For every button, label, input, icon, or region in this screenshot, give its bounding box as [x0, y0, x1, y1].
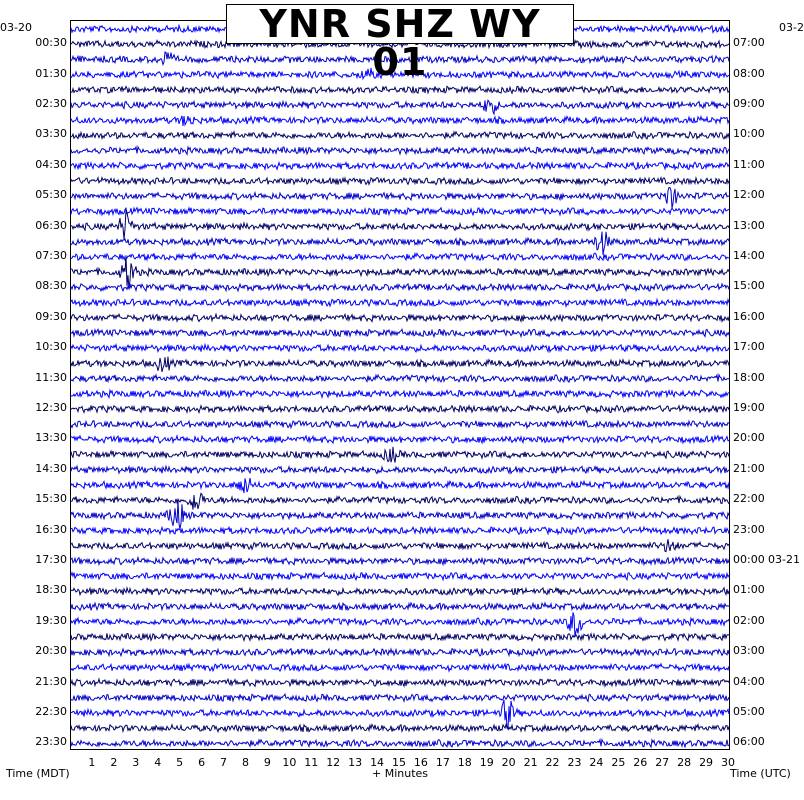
x-tick-label: 14 [370, 756, 385, 769]
x-tick-label: 11 [304, 756, 319, 769]
left-time-label: 19:30 [35, 613, 67, 627]
right-time-label: 19:00 [733, 401, 765, 414]
right-time-label: 00:00 [733, 553, 765, 566]
trace-line [71, 633, 729, 640]
left-time-label: 06:30 [35, 218, 67, 232]
trace-line [71, 357, 729, 372]
left-time-label: 12:30 [35, 401, 67, 414]
right-time-label: 11:00 [733, 157, 765, 171]
seismogram-traces [71, 21, 729, 749]
trace-line [71, 86, 729, 93]
x-tick-label: 20 [501, 756, 516, 769]
x-tick-label: 1 [88, 756, 96, 769]
x-tick-label: 28 [677, 756, 692, 769]
trace-line [71, 679, 729, 686]
x-tick-label: 3 [132, 756, 140, 769]
left-time-label: 10:30 [35, 340, 67, 354]
trace-line [71, 284, 729, 291]
left-time-label: 17:30 [35, 553, 67, 566]
trace-line [71, 421, 729, 428]
trace-line [71, 664, 729, 671]
x-tick-label: 5 [176, 756, 184, 769]
right-time-label: 09:00 [733, 97, 765, 110]
trace-line [71, 253, 729, 260]
trace-line [71, 725, 729, 732]
left-time-label: 11:30 [35, 370, 67, 384]
right-time-label: 21:00 [733, 461, 765, 475]
left-axis-label: Time (MDT) [6, 767, 70, 780]
left-time-label: 07:30 [35, 249, 67, 262]
trace-line [71, 100, 729, 114]
trace-line [71, 329, 729, 336]
trace-line [71, 649, 729, 656]
x-tick-label: 16 [413, 756, 428, 769]
x-tick-label: 7 [220, 756, 228, 769]
right-time-label: 04:00 [733, 674, 765, 688]
x-tick-label: 4 [154, 756, 162, 769]
trace-line [71, 557, 729, 564]
trace-line [71, 493, 729, 509]
left-time-label: 00:30 [35, 36, 67, 50]
x-tick-label: 26 [633, 756, 648, 769]
x-tick-label: 30 [721, 756, 735, 769]
x-tick-label: 19 [479, 756, 494, 769]
left-time-label: 14:30 [35, 461, 67, 475]
right-date-change-label: 03-21 [768, 553, 800, 566]
trace-line [71, 466, 729, 473]
left-time-label: 15:30 [35, 492, 67, 506]
trace-line [71, 436, 729, 443]
right-time-label: 13:00 [733, 218, 765, 232]
chart-title: YNR SHZ WY 01 [226, 4, 574, 44]
trace-line [71, 573, 729, 580]
trace-line [71, 694, 729, 701]
left-time-label: 01:30 [35, 66, 67, 80]
x-tick-label: 2 [110, 756, 118, 769]
x-tick-label: 24 [589, 756, 604, 769]
left-start-date: 03-20 [0, 21, 32, 34]
trace-line [71, 740, 729, 748]
trace-line [71, 116, 729, 126]
x-axis-label: + Minutes [372, 767, 429, 780]
right-start-date: 03-2 [779, 21, 804, 34]
trace-line [71, 210, 729, 240]
x-tick-label: 17 [435, 756, 450, 769]
right-time-label: 16:00 [733, 309, 765, 323]
x-tick-label: 15 [392, 756, 406, 769]
trace-line [71, 501, 729, 529]
x-tick-label: 22 [545, 756, 560, 769]
x-tick-label: 29 [699, 756, 714, 769]
x-tick-label: 21 [523, 756, 538, 769]
left-time-label: 22:30 [35, 705, 67, 718]
x-tick-label: 18 [457, 756, 472, 769]
x-tick-label: 23 [567, 756, 582, 769]
right-axis-label: Time (UTC) [730, 767, 791, 780]
right-time-label: 08:00 [733, 66, 765, 80]
trace-line [71, 232, 729, 255]
right-time-label: 06:00 [733, 735, 765, 749]
trace-line [71, 208, 729, 215]
x-tick-label: 10 [282, 756, 297, 769]
trace-line [71, 314, 729, 321]
right-time-label: 07:00 [733, 36, 765, 50]
left-time-label: 04:30 [35, 157, 67, 171]
trace-line [71, 405, 729, 412]
trace-line [71, 147, 729, 154]
right-time-label: 14:00 [733, 249, 765, 262]
x-tick-label: 8 [241, 756, 249, 769]
x-tick-label: 12 [326, 756, 341, 769]
trace-line [71, 178, 729, 185]
trace-line [71, 700, 729, 729]
right-time-label: 20:00 [733, 431, 765, 445]
x-tick-label: 25 [611, 756, 626, 769]
trace-line [71, 603, 729, 611]
x-tick-label: 13 [348, 756, 363, 769]
trace-line [71, 527, 729, 534]
trace-line [71, 612, 729, 637]
right-time-label: 22:00 [733, 492, 765, 506]
left-time-label: 08:30 [35, 279, 67, 293]
x-tick-label: 9 [263, 756, 271, 769]
trace-line [71, 255, 729, 289]
left-time-label: 02:30 [35, 97, 67, 110]
trace-line [71, 539, 729, 551]
left-time-label: 03:30 [35, 127, 67, 141]
right-time-label: 01:00 [733, 583, 765, 597]
left-time-label: 13:30 [35, 431, 67, 445]
x-tick-label: 6 [198, 756, 206, 769]
seismogram-plot-area [70, 20, 730, 750]
trace-line [71, 299, 729, 306]
left-time-label: 16:30 [35, 522, 67, 536]
trace-line [71, 345, 729, 352]
trace-line [71, 478, 729, 493]
right-time-label: 18:00 [733, 370, 765, 384]
right-time-label: 05:00 [733, 705, 765, 718]
trace-line [71, 375, 729, 382]
right-time-label: 15:00 [733, 279, 765, 293]
right-time-label: 23:00 [733, 522, 765, 536]
right-time-label: 17:00 [733, 340, 765, 354]
left-time-label: 21:30 [35, 674, 67, 688]
right-time-label: 12:00 [733, 188, 765, 202]
right-time-label: 03:00 [733, 644, 765, 658]
x-tick-label: 27 [655, 756, 670, 769]
left-time-label: 23:30 [35, 735, 67, 749]
left-time-label: 18:30 [35, 583, 67, 597]
trace-line [71, 447, 729, 463]
trace-line [71, 162, 729, 169]
trace-line [71, 588, 729, 595]
left-time-label: 20:30 [35, 644, 67, 658]
trace-line [71, 390, 729, 397]
right-time-label: 02:00 [733, 613, 765, 627]
right-time-label: 10:00 [733, 127, 765, 141]
trace-line [71, 188, 729, 209]
trace-line [71, 132, 729, 139]
left-time-label: 05:30 [35, 188, 67, 202]
left-time-label: 09:30 [35, 309, 67, 323]
